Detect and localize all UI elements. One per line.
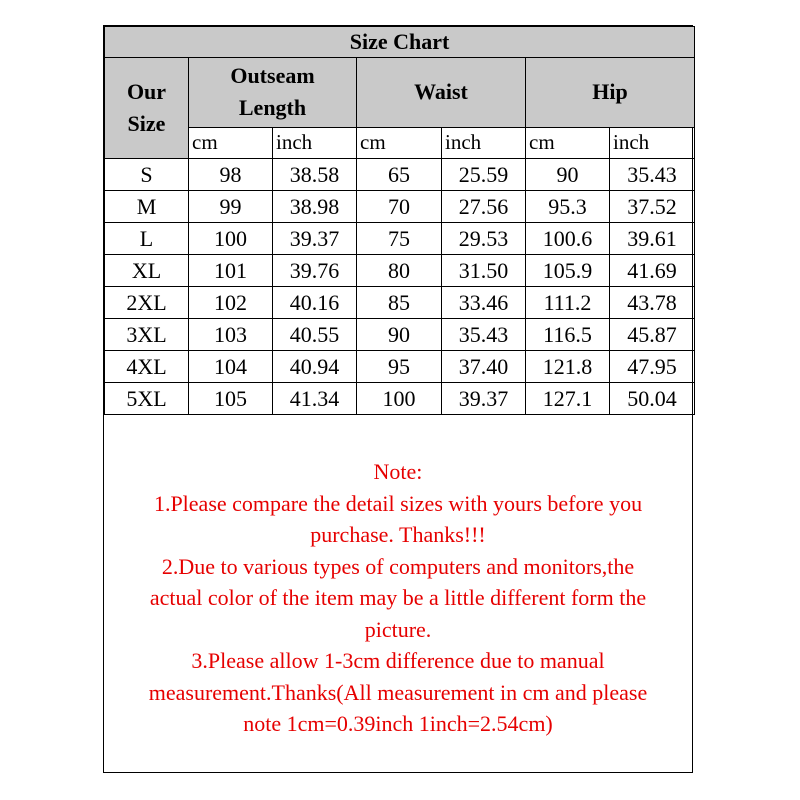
table-cell: 41.69 bbox=[610, 255, 695, 287]
table-cell: 35.43 bbox=[610, 159, 695, 191]
table-cell: 38.98 bbox=[273, 191, 357, 223]
note-section bbox=[104, 456, 692, 740]
table-cell: 40.55 bbox=[273, 319, 357, 351]
note-line: purchase. Thanks!!! bbox=[310, 522, 486, 547]
note-line: 1.Please compare the detail sizes with yours before you bbox=[153, 490, 643, 516]
table-cell: 95.3 bbox=[526, 191, 610, 223]
table-cell: 27.56 bbox=[442, 191, 526, 223]
table-cell: 39.76 bbox=[273, 255, 357, 287]
hip-column-header: Hip bbox=[526, 58, 695, 128]
table-cell: 38.58 bbox=[273, 159, 357, 191]
table-cell: 39.37 bbox=[273, 223, 357, 255]
table-cell: 111.2 bbox=[526, 287, 610, 319]
size-chart bbox=[103, 25, 693, 773]
table-cell: 70 bbox=[357, 191, 442, 223]
table-cell: 39.37 bbox=[442, 383, 526, 415]
table-cell: 95 bbox=[357, 351, 442, 383]
table-cell: 80 bbox=[357, 255, 442, 287]
size-label-cell: L bbox=[105, 223, 189, 255]
table-title: Size Chart bbox=[105, 27, 695, 58]
note-line: 2.Due to various types of computers and monitors,the bbox=[161, 553, 635, 579]
table-row bbox=[105, 191, 695, 223]
table-cell: 102 bbox=[189, 287, 273, 319]
note-line: note 1cm=0.39inch 1inch=2.54cm) bbox=[243, 711, 553, 736]
unit-row bbox=[105, 127, 695, 158]
table-cell: 101 bbox=[189, 255, 273, 287]
table-cell: 105 bbox=[189, 383, 273, 415]
table-cell: 121.8 bbox=[526, 351, 610, 383]
unit-cell: cm bbox=[357, 127, 442, 158]
table-cell: 98 bbox=[189, 159, 273, 191]
table-cell: 99 bbox=[189, 191, 273, 223]
table-cell: 116.5 bbox=[526, 319, 610, 351]
table-row bbox=[105, 351, 695, 383]
table-cell: 65 bbox=[357, 159, 442, 191]
table-cell: 31.50 bbox=[442, 255, 526, 287]
size-label-cell: 5XL bbox=[105, 383, 189, 415]
size-label-cell: 4XL bbox=[105, 351, 189, 383]
table-row bbox=[105, 319, 695, 351]
table-cell: 33.46 bbox=[442, 287, 526, 319]
note-line: 3.Please allow 1-3cm difference due to manual bbox=[191, 648, 605, 673]
table-cell: 43.78 bbox=[610, 287, 695, 319]
table-body bbox=[105, 159, 695, 415]
table-row bbox=[105, 159, 695, 191]
table-cell: 100 bbox=[189, 223, 273, 255]
table-cell: 100.6 bbox=[526, 223, 610, 255]
note-heading: Note: bbox=[373, 459, 423, 484]
waist-column-header: Waist bbox=[357, 58, 526, 128]
unit-cell: cm bbox=[526, 127, 610, 158]
table-row bbox=[105, 223, 695, 255]
table-cell: 90 bbox=[357, 319, 442, 351]
size-label-cell: 3XL bbox=[105, 319, 189, 351]
table-cell: 47.95 bbox=[610, 351, 695, 383]
table-cell: 35.43 bbox=[442, 319, 526, 351]
table-cell: 39.61 bbox=[610, 223, 695, 255]
table-cell: 103 bbox=[189, 319, 273, 351]
unit-cell: cm bbox=[189, 127, 273, 158]
size-table bbox=[104, 26, 695, 415]
table-cell: 85 bbox=[357, 287, 442, 319]
table-cell: 100 bbox=[357, 383, 442, 415]
table-row bbox=[105, 255, 695, 287]
table-cell: 104 bbox=[189, 351, 273, 383]
table-cell: 25.59 bbox=[442, 159, 526, 191]
note-line: actual color of the item may be a little different form the bbox=[149, 585, 647, 610]
table-row bbox=[105, 383, 695, 415]
table-cell: 50.04 bbox=[610, 383, 695, 415]
table-cell: 41.34 bbox=[273, 383, 357, 415]
size-label-cell: M bbox=[105, 191, 189, 223]
size-label-cell: S bbox=[105, 159, 189, 191]
unit-cell: inch bbox=[610, 127, 695, 158]
table-cell: 105.9 bbox=[526, 255, 610, 287]
table-cell: 40.94 bbox=[273, 351, 357, 383]
table-cell: 40.16 bbox=[273, 287, 357, 319]
unit-cell: inch bbox=[273, 127, 357, 158]
table-cell: 75 bbox=[357, 223, 442, 255]
unit-cell: inch bbox=[442, 127, 526, 158]
size-label-cell: 2XL bbox=[105, 287, 189, 319]
table-cell: 37.40 bbox=[442, 351, 526, 383]
table-cell: 45.87 bbox=[610, 319, 695, 351]
table-row bbox=[105, 287, 695, 319]
size-label-cell: XL bbox=[105, 255, 189, 287]
size-column-header: Our Size bbox=[105, 58, 189, 159]
note-line: measurement.Thanks(All measurement in cm and please bbox=[148, 679, 648, 705]
table-cell: 127.1 bbox=[526, 383, 610, 415]
outseam-column-header: Outseam Length bbox=[189, 58, 357, 128]
note-line: picture. bbox=[364, 616, 432, 642]
table-cell: 29.53 bbox=[442, 223, 526, 255]
table-cell: 37.52 bbox=[610, 191, 695, 223]
table-cell: 90 bbox=[526, 159, 610, 191]
